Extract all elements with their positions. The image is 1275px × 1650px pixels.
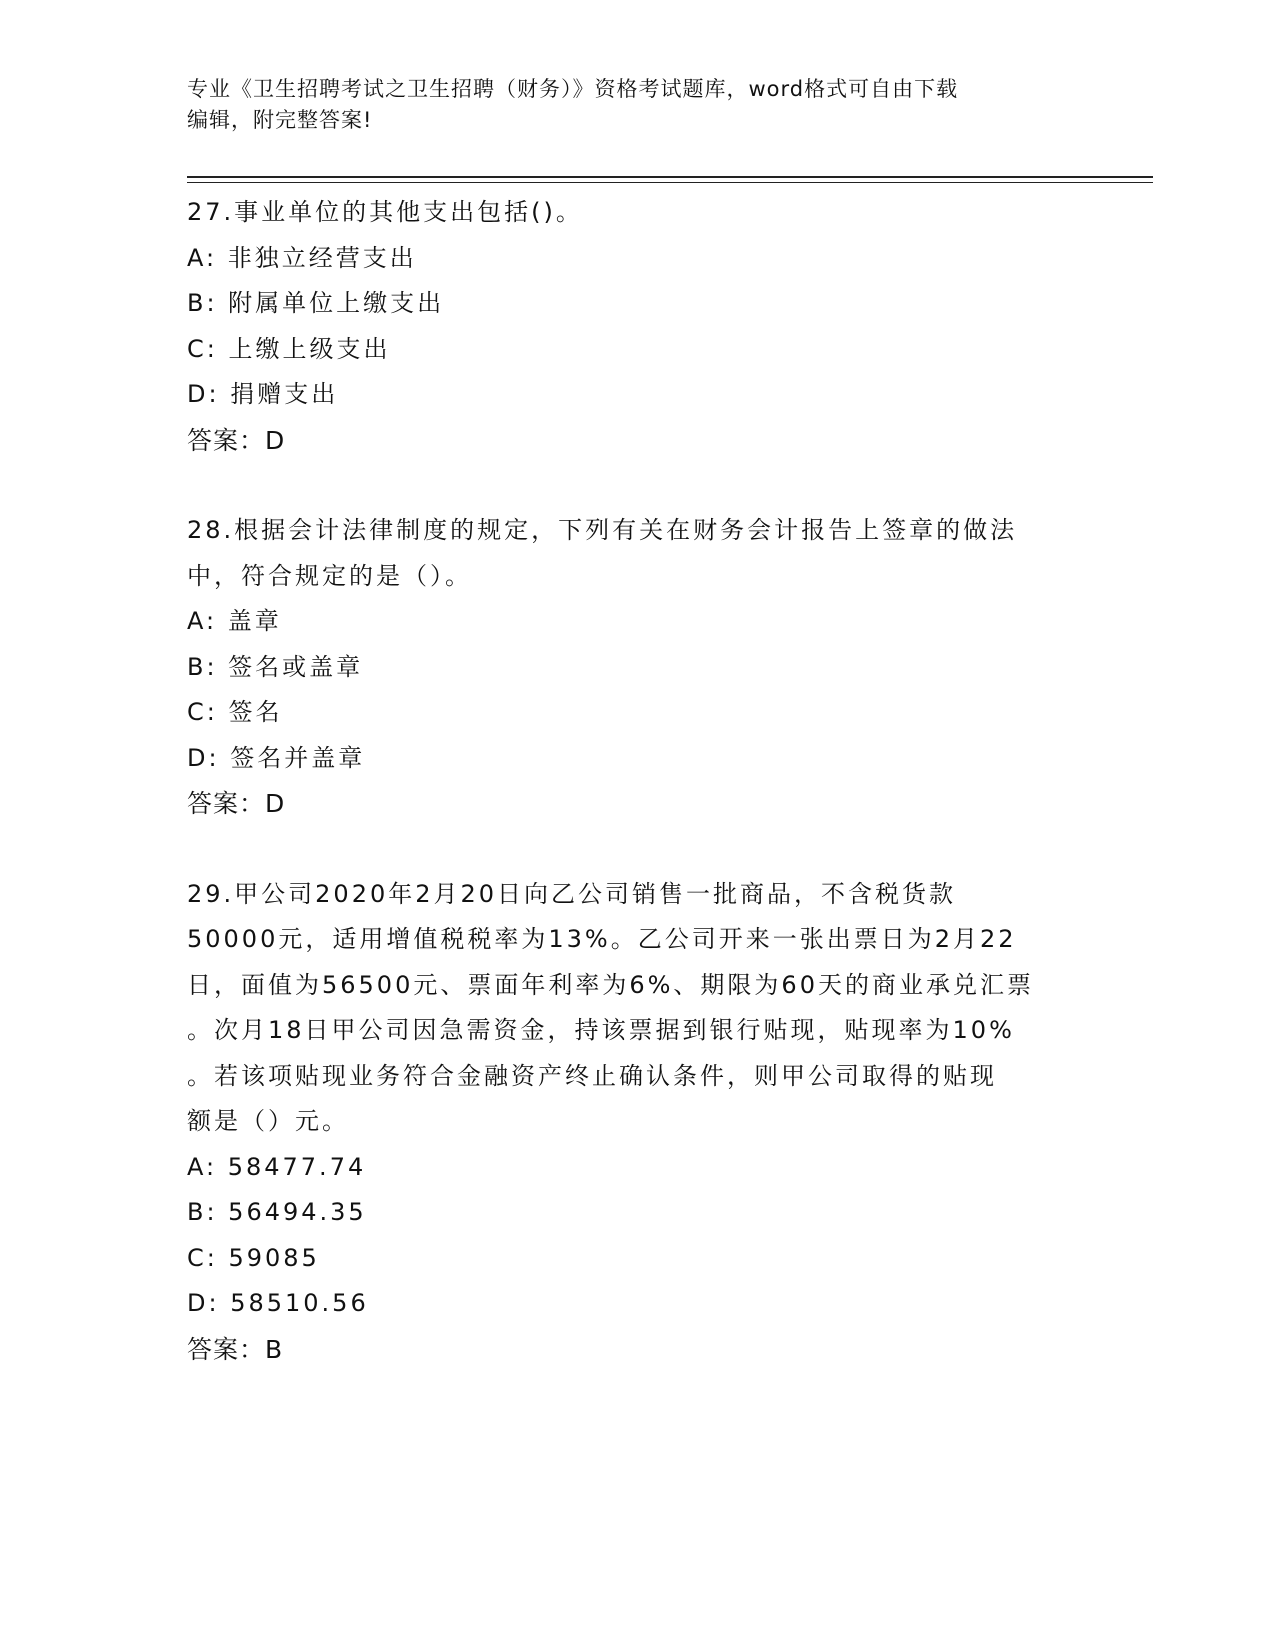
option-d: D: 58510.56 [187, 1289, 369, 1317]
answer: 答案：D [187, 425, 286, 455]
question-stem [187, 508, 1087, 599]
stem-line: 额是（）元。 [187, 1107, 349, 1135]
header-line-1: 专业《卫生招聘考试之卫生招聘（财务）》资格考试题库，word格式可自由下载 [187, 77, 959, 101]
header-line-2: 编辑，附完整答案! [187, 108, 373, 132]
option-d: D: 签名并盖章 [187, 743, 366, 772]
stem-line: 日，面值为56500元、票面年利率为6%、期限为60天的商业承兑汇票 [187, 970, 1034, 999]
question-stem [187, 190, 1087, 236]
option-a: A: 盖章 [187, 607, 282, 635]
option-a: A: 非独立经营支出 [187, 243, 417, 272]
header-divider-thick [187, 176, 1153, 178]
stem-line: 28.根据会计法律制度的规定，下列有关在财务会计报告上签章的做法 [187, 516, 1018, 544]
question-stem [187, 872, 1087, 1145]
option-c: C: 59085 [187, 1243, 320, 1272]
document-header [187, 74, 1087, 136]
question-28 [187, 508, 1087, 827]
stem-line: 中，符合规定的是（）。 [187, 561, 472, 590]
answer: 答案：B [187, 1334, 284, 1364]
option-b: B: 签名或盖章 [187, 652, 364, 681]
question-27 [187, 190, 1087, 463]
option-d: D: 捐赠支出 [187, 380, 339, 408]
stem-line: 29.甲公司2020年2月20日向乙公司销售一批商品，不含税货款 [187, 879, 957, 908]
option-b: B: 56494.35 [187, 1198, 367, 1226]
stem-line: 。次月18日甲公司因急需资金，持该票据到银行贴现，贴现率为10% [187, 1016, 1015, 1044]
option-c: C: 上缴上级支出 [187, 334, 391, 363]
stem-line: 27.事业单位的其他支出包括()。 [187, 198, 583, 226]
header-divider-thin [187, 182, 1153, 183]
option-a: A: 58477.74 [187, 1152, 367, 1181]
stem-line: 。若该项贴现业务符合金融资产终止确认条件，则甲公司取得的贴现 [187, 1061, 997, 1090]
option-c: C: 签名 [187, 698, 283, 726]
question-list [187, 190, 1087, 1417]
question-29 [187, 872, 1087, 1373]
option-b: B: 附属单位上缴支出 [187, 289, 445, 317]
answer: 答案：D [187, 789, 286, 818]
stem-line: 50000元，适用增值税税率为13%。乙公司开来一张出票日为2月22 [187, 925, 1017, 953]
